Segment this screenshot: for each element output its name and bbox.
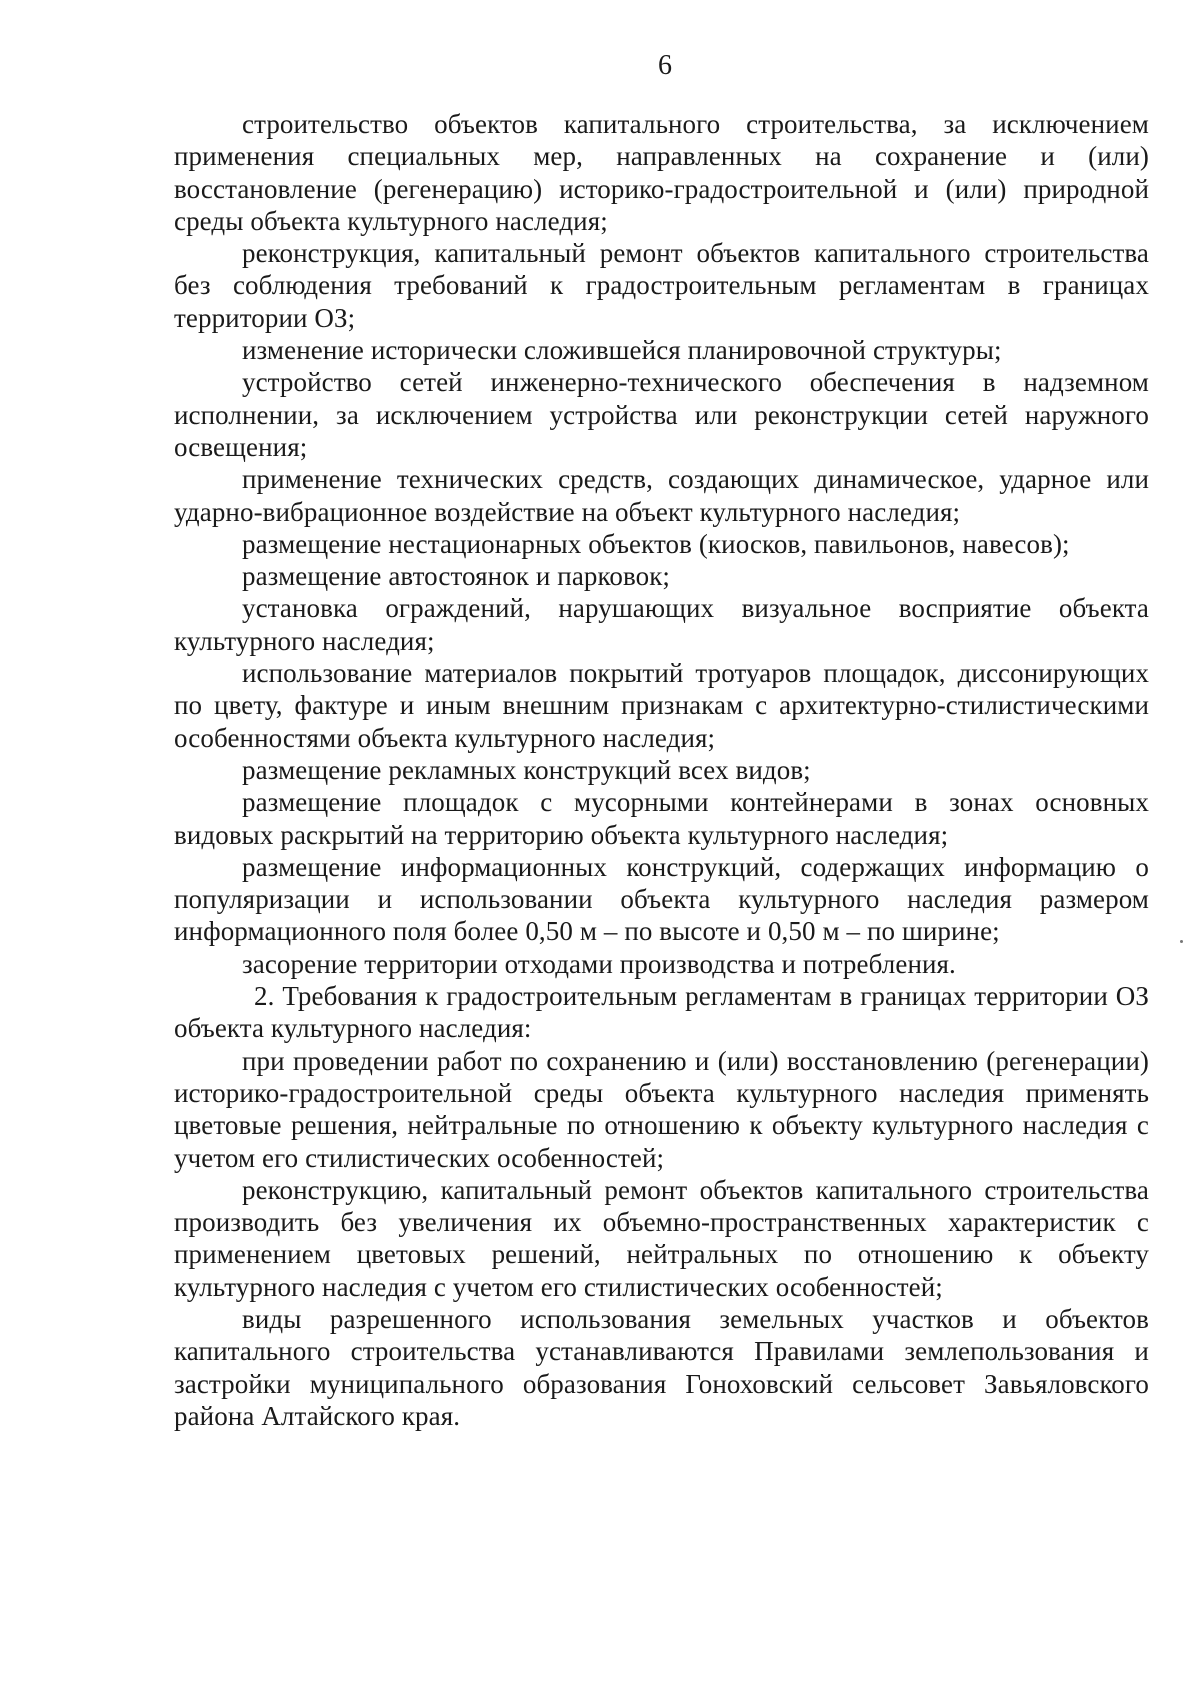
paragraph-capital-construction: строительство объектов капитального строительства, за исключением применения специальных мер, направленных на сохранение и (или) восстановление (регенерацию) историко-градостроительной и (или) природной среды объекта культурного наследия;	[174, 109, 1149, 236]
document-body	[174, 108, 1149, 1432]
scan-speck	[1180, 940, 1183, 943]
paragraph-parking: размещение автостоянок и парковок;	[242, 561, 671, 592]
section-heading-requirements: 2. Требования к градостроительным регламентам в границах территории ОЗ объекта культурного наследия:	[174, 981, 1149, 1044]
page-number: 6	[658, 50, 672, 81]
paragraph-non-stationary-objects: размещение нестационарных объектов (киосков, павильонов, навесов);	[242, 528, 1070, 559]
paragraph-permitted-use: виды разрешенного использования земельных участков и объектов капитального строительства устанавливаются Правилами землепользования и застройки муниципального образования Гоноховский сельсовет Завьяловского района Алтайского края.	[174, 1303, 1149, 1431]
paragraph-technical-means: применение технических средств, создающих динамическое, ударное или ударно-вибрационное воздействие на объект культурного наследия;	[174, 464, 1149, 527]
paragraph-waste-containers: размещение площадок с мусорными контейнерами в зонах основных видовых раскрытий на территорию объекта культурного наследия;	[174, 787, 1149, 850]
paragraph-color-solutions: при проведении работ по сохранению и (или) восстановлению (регенерации) историко-градостроительной среды объекта культурного наследия применять цветовые решения, нейтральные по отношению к объекту культурного наследия с учетом его стилистических особенностей;	[174, 1045, 1149, 1173]
paragraph-fences: установка ограждений, нарушающих визуальное восприятие объекта культурного наследия;	[174, 593, 1149, 656]
paragraph-pavement-materials: использование материалов покрытий тротуаров площадок, диссонирующих по цвету, фактуре и иным внешним признакам с архитектурно-стилистическими особенностями объекта культурного наследия;	[174, 658, 1149, 753]
paragraph-engineering-networks: устройство сетей инженерно-технического обеспечения в надземном исполнении, за исключением устройства или реконструкции сетей наружного освещения;	[174, 367, 1149, 462]
paragraph-littering: засорение территории отходами производства и потребления.	[242, 948, 956, 979]
paragraph-information-structures: размещение информационных конструкций, содержащих информацию о популяризации и использовании объекта культурного наследия размером информационного поля более 0,50 м – по высоте и 0,50 м – по ширине;	[174, 851, 1149, 947]
paragraph-advertising: размещение рекламных конструкций всех видов;	[242, 754, 811, 785]
paragraph-reconstruction-rules: реконструкцию, капитальный ремонт объектов капитального строительства производить без увеличения их объемно-пространственных характеристик с применением цветовых решений, нейтральных по отношению к объекту культурного наследия с учетом его стилистических особенностей;	[174, 1174, 1149, 1302]
paragraph-reconstruction-without-requirements: реконструкция, капитальный ремонт объектов капитального строительства без соблюдения требований к градостроительным регламентам в границах территории ОЗ;	[174, 238, 1149, 333]
paragraph-planning-structure: изменение исторически сложившейся планировочной структуры;	[242, 335, 1002, 366]
